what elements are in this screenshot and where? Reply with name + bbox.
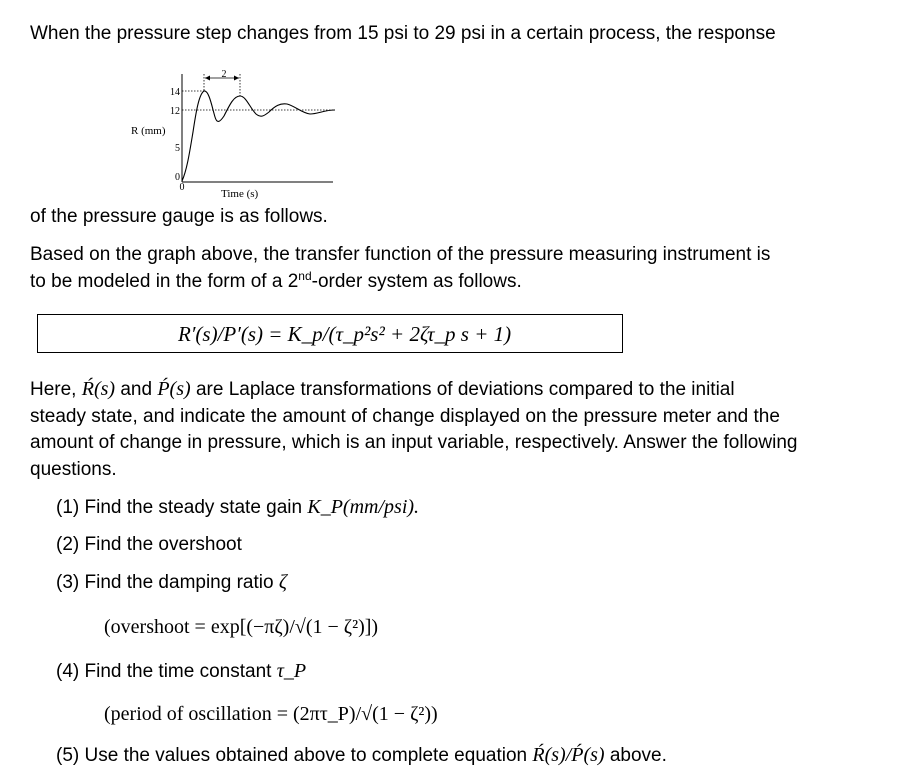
y-tick-5: 5 [175, 143, 180, 154]
transfer-function-equation: R′(s)/P′(s) = K_p/(τ_p²s² + 2ζτ_p s + 1) [178, 322, 512, 346]
question-4-text: (4) Find the time constant [56, 661, 277, 682]
y-tick-14: 14 [170, 87, 180, 98]
here-line-3: amount of change in pressure, which is an input variable, respectively. Answer the following [30, 432, 798, 453]
question-1-text: (1) Find the steady state gain [56, 497, 308, 518]
here-math-R: Ŕ(s) [81, 378, 116, 400]
question-5-math: Ŕ(s)/Ṕ(s) [532, 744, 605, 766]
question-5-text: (5) Use the values obtained above to complete equation [56, 745, 533, 766]
response-graph [0, 0, 904, 210]
response-curve [182, 91, 335, 181]
here-line-1 [30, 376, 877, 404]
transfer-function-box [37, 314, 623, 353]
here-paragraph [30, 376, 877, 483]
question-1 [56, 495, 419, 520]
here-line-2: steady state, and indicate the amount of change displayed on the pressure meter and the [30, 405, 780, 427]
here-line-1-pre: Here, [30, 379, 82, 400]
question-5 [56, 743, 667, 768]
overshoot-formula: (overshoot = exp[(−πζ)/√(1 − ζ²)]) [104, 616, 379, 638]
question-5-post: above. [604, 745, 667, 766]
question-3 [56, 570, 287, 595]
y-tick-0: 0 [175, 172, 180, 183]
period-arrowhead-left [205, 76, 210, 81]
period-formula: (period of oscillation = (2πτ_P)/√(1 − ζ²)) [104, 703, 438, 725]
x-tick-0: 0 [179, 182, 185, 193]
question-4-math: τ_P [276, 660, 307, 682]
period-label: 2 [221, 69, 227, 80]
question-4 [56, 659, 306, 684]
question-1-math: K_P(mm/psi). [307, 496, 420, 518]
x-axis-label: Time (s) [221, 188, 259, 200]
model-line-1: Based on the graph above, the transfer function of the pressure measuring instrument is [30, 244, 771, 265]
model-line-2-post: -order system as follows. [311, 270, 522, 292]
model-line-2-pre: to be modeled in the form of a 2 [30, 270, 299, 292]
question-3-text: (3) Find the damping ratio [56, 572, 279, 593]
y-axis-label: R (mm) [131, 125, 166, 137]
here-line-4: questions. [30, 458, 117, 480]
y-tick-12: 12 [170, 106, 180, 117]
here-line-1-post: are Laplace transformations of deviations compared to the initial [190, 379, 735, 400]
model-line-2 [30, 269, 877, 296]
question-2: (2) Find the overshoot [56, 534, 242, 555]
intro-line-2: of the pressure gauge is as follows. [30, 206, 328, 227]
question-3-math: ζ [278, 571, 287, 593]
period-arrowhead-right [234, 76, 239, 81]
here-math-P: Ṕ(s) [157, 378, 191, 400]
here-line-1-and: and [115, 379, 158, 400]
model-paragraph [30, 242, 877, 295]
model-line-2-sup: nd [298, 268, 312, 283]
intro-line-1: When the pressure step changes from 15 psi to 29 psi in a certain process, the response [30, 23, 776, 44]
